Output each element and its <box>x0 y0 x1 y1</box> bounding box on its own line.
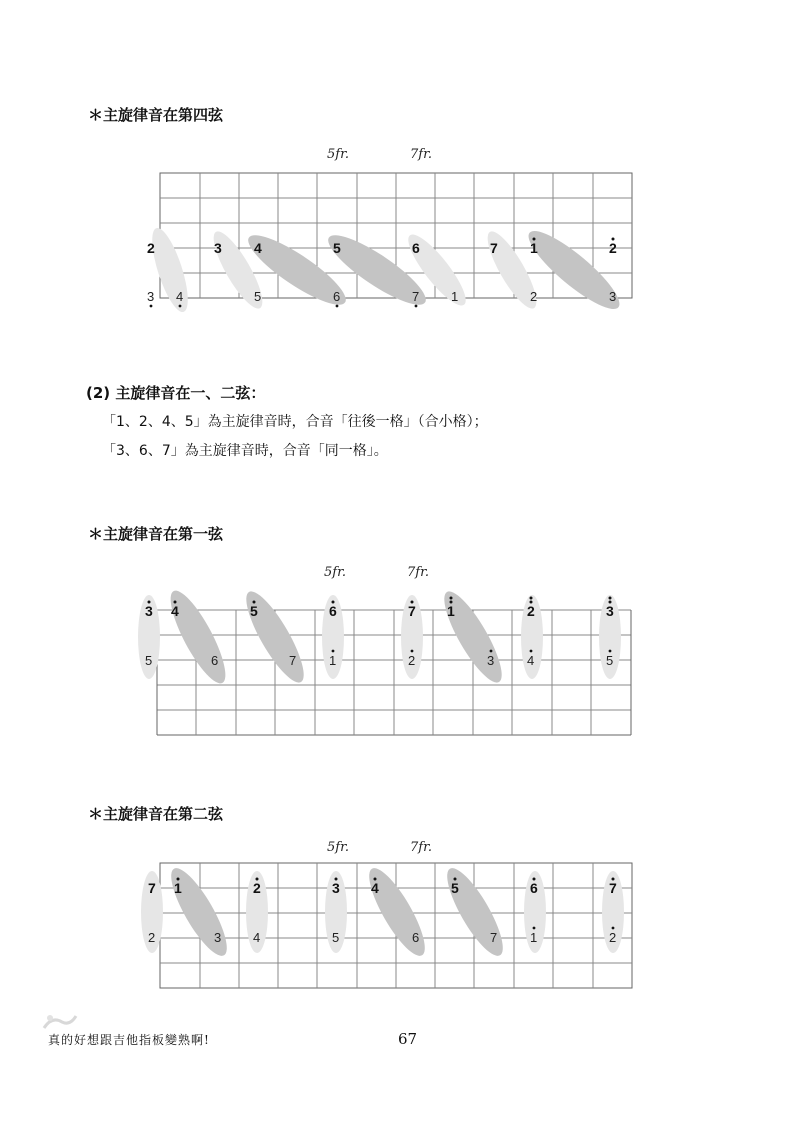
fret-label-7: 7fr. <box>407 565 430 580</box>
note: 1 <box>530 930 538 945</box>
footer-book-title: 真的好想跟吉他指板變熟啊! <box>48 1033 210 1047</box>
interval-ovals <box>138 585 621 690</box>
note: 2 <box>147 240 155 256</box>
note: 2 <box>527 603 535 619</box>
fretboard-diagram-string-4 <box>0 140 800 330</box>
note: 1 <box>447 603 455 619</box>
note: 4 <box>254 240 262 256</box>
note: 4 <box>176 289 184 304</box>
note: 6 <box>412 930 420 945</box>
fret-label-5: 5fr. <box>324 565 347 580</box>
note: 3 <box>147 289 155 304</box>
subsection-title: (2) 主旋律音在一、二弦： <box>86 384 266 402</box>
fret-label-5: 5fr. <box>327 147 350 162</box>
note: 5 <box>333 240 341 256</box>
rule-line-1: 「1、2、4、5」為主旋律音時，合音「往後一格」（合小格）； <box>102 414 488 430</box>
note: 7 <box>609 880 617 896</box>
note: 7 <box>408 603 416 619</box>
note: 5 <box>332 930 340 945</box>
fret-label-7: 7fr. <box>410 840 433 855</box>
note: 5 <box>250 603 258 619</box>
fret-label-5: 5fr. <box>327 840 350 855</box>
note: 5 <box>145 653 153 668</box>
note: 3 <box>145 603 153 619</box>
note: 7 <box>289 653 297 668</box>
note: 2 <box>408 653 416 668</box>
note: 2 <box>148 930 156 945</box>
note: 5 <box>451 880 459 896</box>
note: 6 <box>329 603 337 619</box>
note: 3 <box>214 240 222 256</box>
note: 4 <box>527 653 535 668</box>
fret-label-7: 7fr. <box>410 147 433 162</box>
note: 7 <box>148 880 156 896</box>
rule-line-2: 「3、6、7」為主旋律音時，合音「同一格」。 <box>102 443 388 459</box>
note: 5 <box>606 653 614 668</box>
upper-notes <box>145 597 614 620</box>
note: 4 <box>371 880 379 896</box>
note: 6 <box>412 240 420 256</box>
section-heading-string-2: ＊主旋律音在第二弦 <box>88 805 224 823</box>
note: 1 <box>174 880 182 896</box>
note: 6 <box>530 880 538 896</box>
interval-ovals <box>141 862 624 963</box>
section-heading-string-4: ＊主旋律音在第四弦 <box>88 106 224 124</box>
note: 7 <box>412 289 420 304</box>
note: 1 <box>530 240 538 256</box>
note: 4 <box>253 930 261 945</box>
note: 3 <box>487 653 495 668</box>
note: 2 <box>609 240 617 256</box>
lower-notes <box>148 927 616 945</box>
fretboard-grid <box>157 610 631 735</box>
note: 3 <box>214 930 222 945</box>
note: 2 <box>253 880 261 896</box>
note: 6 <box>211 653 219 668</box>
note: 4 <box>171 603 179 619</box>
note: 6 <box>333 289 341 304</box>
note: 5 <box>254 289 262 304</box>
note: 3 <box>332 880 340 896</box>
interval-ovals <box>145 221 628 319</box>
note: 2 <box>609 930 617 945</box>
note: 7 <box>490 930 498 945</box>
note: 3 <box>606 603 614 619</box>
note: 2 <box>530 289 538 304</box>
note: 3 <box>609 289 617 304</box>
note: 1 <box>329 653 337 668</box>
fretboard-diagram-string-2 <box>0 835 800 990</box>
note: 7 <box>490 240 498 256</box>
fretboard-diagram-string-1 <box>0 560 800 740</box>
section-heading-string-1: ＊主旋律音在第一弦 <box>88 525 224 543</box>
page-number: 67 <box>398 1030 418 1048</box>
lower-notes <box>145 650 613 668</box>
note: 1 <box>451 289 459 304</box>
